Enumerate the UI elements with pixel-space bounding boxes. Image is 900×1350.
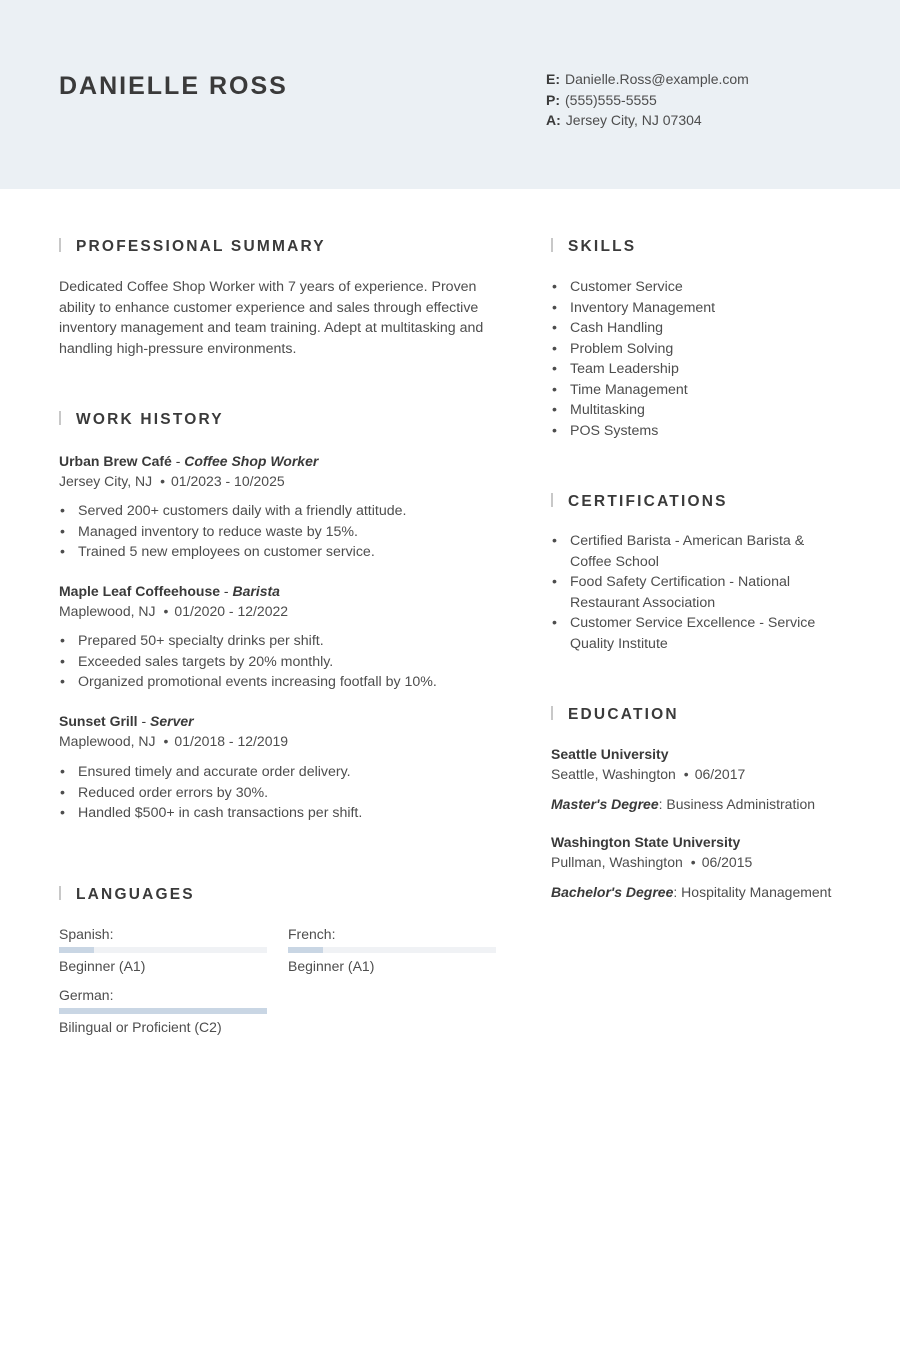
meta-dot: • bbox=[163, 733, 169, 749]
skill-item: • Cash Handling bbox=[551, 318, 851, 339]
resume-header bbox=[0, 0, 900, 189]
email-value[interactable]: Danielle.Ross@example.com bbox=[565, 71, 749, 87]
candidate-name: DANIELLE ROSS bbox=[59, 72, 288, 100]
language-item bbox=[59, 985, 267, 1037]
job-bullets bbox=[59, 762, 503, 824]
job-company: Maple Leaf Coffeehouse bbox=[59, 583, 221, 599]
summary-text: Dedicated Coffee Shop Worker with 7 years of experience. Proven ability to enhance customer experience and sales through effective inventory management and team training. Adept at multitasking and handling high-pressure environments. bbox=[59, 279, 484, 357]
language-level: Bilingual or Proficient (C2) bbox=[59, 1019, 222, 1035]
job-location: Maplewood, NJ bbox=[59, 733, 156, 749]
job-heading bbox=[59, 451, 318, 471]
language-item bbox=[288, 924, 496, 976]
skill-item: • POS Systems bbox=[551, 421, 851, 442]
job-separator: - bbox=[137, 713, 151, 729]
section-divider bbox=[551, 493, 553, 507]
job-meta bbox=[59, 731, 288, 751]
section-title-text: CERTIFICATIONS bbox=[568, 493, 728, 510]
education-meta bbox=[551, 852, 752, 872]
degree-name: Master's Degree bbox=[551, 796, 659, 812]
degree-colon: : bbox=[658, 796, 667, 812]
education-school: Seattle University bbox=[551, 746, 669, 762]
list-item: • Organized promotional events increasing footfall by 10%. bbox=[59, 672, 503, 693]
meta-dot: • bbox=[683, 766, 689, 782]
contact-block bbox=[546, 69, 749, 131]
section-title-text: EDUCATION bbox=[568, 706, 679, 723]
proficiency-fill bbox=[288, 947, 323, 953]
degree-field: Hospitality Management bbox=[681, 884, 832, 900]
skill-item: • Problem Solving bbox=[551, 339, 851, 360]
section-divider bbox=[59, 886, 61, 900]
section-divider bbox=[551, 238, 553, 252]
language-level: Beginner (A1) bbox=[59, 958, 146, 974]
job-location: Jersey City, NJ bbox=[59, 473, 153, 489]
section-title-education bbox=[551, 705, 679, 725]
job-separator: - bbox=[171, 453, 185, 469]
section-title-text: WORK HISTORY bbox=[76, 411, 224, 428]
education-date: 06/2015 bbox=[701, 854, 753, 870]
certification-item: • Food Safety Certification - National Restaurant Association bbox=[551, 572, 841, 613]
job-meta bbox=[59, 471, 285, 491]
skills-list bbox=[551, 277, 851, 441]
job-dates: 01/2018 - 12/2019 bbox=[174, 733, 289, 749]
section-title-text: PROFESSIONAL SUMMARY bbox=[76, 238, 326, 255]
address-value: Jersey City, NJ 07304 bbox=[565, 112, 702, 128]
section-title-languages bbox=[59, 885, 195, 905]
language-item bbox=[59, 924, 267, 976]
list-item: • Exceeded sales targets by 20% monthly. bbox=[59, 652, 503, 673]
proficiency-fill bbox=[59, 1008, 267, 1014]
section-title-skills bbox=[551, 237, 636, 257]
contact-label: P: bbox=[546, 91, 560, 108]
job-separator: - bbox=[220, 583, 233, 599]
certifications-list bbox=[551, 531, 841, 654]
job-company: Sunset Grill bbox=[59, 713, 138, 729]
language-name: German: bbox=[59, 987, 114, 1003]
proficiency-bar bbox=[59, 1008, 267, 1014]
list-item: • Reduced order errors by 30%. bbox=[59, 783, 503, 804]
skill-item: • Time Management bbox=[551, 380, 851, 401]
job-role: Coffee Shop Worker bbox=[184, 453, 319, 469]
job-dates: 01/2020 - 12/2022 bbox=[174, 603, 289, 619]
contact-phone bbox=[546, 90, 749, 111]
job-role: Server bbox=[150, 713, 194, 729]
job-dates: 01/2023 - 10/2025 bbox=[171, 473, 285, 489]
language-name: French: bbox=[288, 926, 336, 942]
section-title-summary bbox=[59, 237, 326, 257]
list-item: • Managed inventory to reduce waste by 15%. bbox=[59, 522, 503, 543]
job-bullets bbox=[59, 631, 503, 693]
education-school: Washington State University bbox=[551, 834, 741, 850]
section-title-work-history bbox=[59, 410, 224, 430]
contact-email bbox=[546, 69, 749, 90]
contact-address bbox=[546, 110, 749, 131]
section-divider bbox=[59, 238, 61, 252]
skill-item: • Team Leadership bbox=[551, 359, 851, 380]
education-date: 06/2017 bbox=[694, 766, 746, 782]
certification-item: • Customer Service Excellence - Service Quality Institute bbox=[551, 613, 841, 654]
section-title-text: SKILLS bbox=[568, 238, 637, 255]
phone-value[interactable]: (555)555-5555 bbox=[565, 91, 657, 108]
language-level: Beginner (A1) bbox=[288, 958, 375, 974]
meta-dot: • bbox=[690, 854, 696, 870]
certification-item: • Certified Barista - American Barista & Coffee School bbox=[551, 531, 841, 572]
section-title-certifications bbox=[551, 492, 728, 512]
degree-colon: : bbox=[673, 884, 682, 900]
list-item: • Ensured timely and accurate order delivery. bbox=[59, 762, 503, 783]
section-divider bbox=[59, 411, 61, 425]
skill-item: • Inventory Management bbox=[551, 298, 851, 319]
education-degree bbox=[551, 882, 831, 902]
list-item: • Trained 5 new employees on customer service. bbox=[59, 542, 503, 563]
job-company: Urban Brew Café bbox=[59, 453, 172, 469]
job-role: Barista bbox=[232, 583, 280, 599]
job-heading bbox=[59, 711, 194, 731]
list-item: • Served 200+ customers daily with a friendly attitude. bbox=[59, 501, 503, 522]
proficiency-fill bbox=[59, 947, 94, 953]
job-bullets bbox=[59, 501, 503, 563]
meta-dot: • bbox=[163, 603, 169, 619]
skill-item: • Customer Service bbox=[551, 277, 851, 298]
job-location: Maplewood, NJ bbox=[59, 603, 156, 619]
contact-label: E: bbox=[546, 71, 560, 87]
list-item: • Prepared 50+ specialty drinks per shift. bbox=[59, 631, 503, 652]
degree-name: Bachelor's Degree bbox=[551, 884, 674, 900]
section-title-text: LANGUAGES bbox=[76, 886, 195, 903]
job-meta bbox=[59, 601, 288, 621]
section-divider bbox=[551, 706, 553, 720]
education-location: Seattle, Washington bbox=[551, 766, 676, 782]
list-item: • Handled $500+ in cash transactions per shift. bbox=[59, 803, 503, 824]
job-heading bbox=[59, 581, 280, 601]
language-name: Spanish: bbox=[59, 926, 114, 942]
proficiency-bar bbox=[59, 947, 267, 953]
meta-dot: • bbox=[160, 473, 165, 489]
skill-item: • Multitasking bbox=[551, 400, 851, 421]
contact-label: A: bbox=[546, 112, 561, 128]
education-location: Pullman, Washington bbox=[551, 854, 683, 870]
education-meta bbox=[551, 764, 745, 784]
education-degree bbox=[551, 794, 815, 814]
proficiency-bar bbox=[288, 947, 496, 953]
degree-field: Business Administration bbox=[666, 796, 816, 812]
